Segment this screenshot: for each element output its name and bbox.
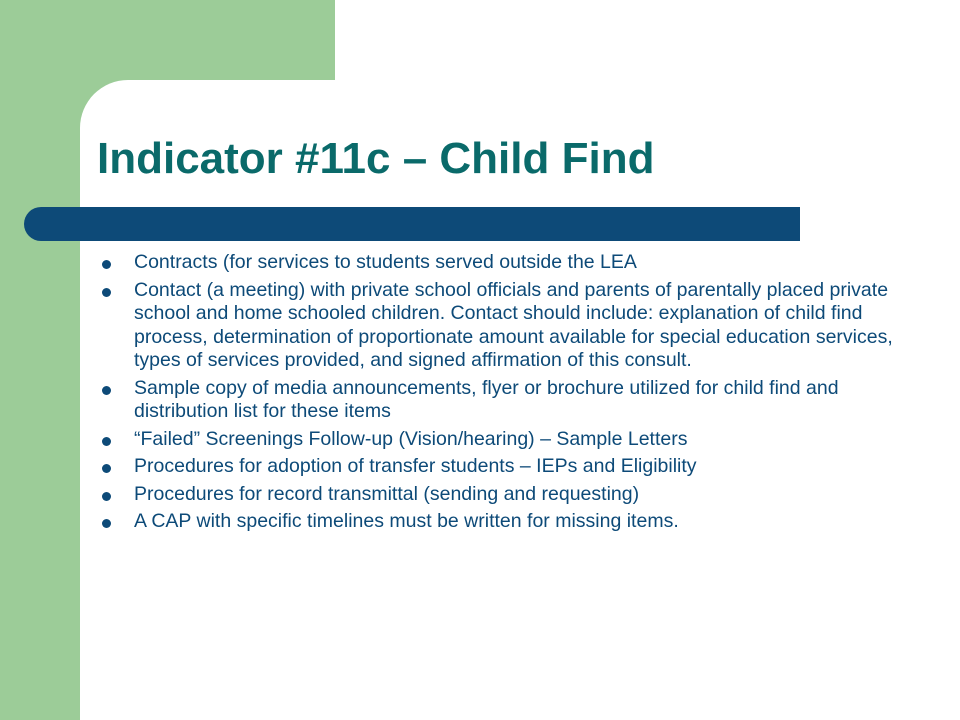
bullet-dot-icon (102, 464, 111, 473)
title-underline-bar (24, 207, 800, 241)
bullet-text: “Failed” Screenings Follow-up (Vision/hearing) – Sample Letters (134, 427, 688, 450)
bullet-item (98, 428, 898, 452)
bullet-dot-icon (102, 437, 111, 446)
bullet-dot-icon (102, 386, 111, 395)
bullet-item (98, 251, 898, 275)
bullet-text: Procedures for record transmittal (sending and requesting) (134, 482, 640, 505)
slide-title: Indicator #11c – Child Find (97, 134, 655, 183)
bullet-item (98, 483, 898, 507)
bullet-item (98, 377, 898, 424)
bullet-text: Contact (a meeting) with private school officials and parents of parentally placed private school and home schooled children. Contact should include: explanation of child find process, determination of proportionate amount available for special education services, types of services provided, and signed affirmation of this consult. (134, 278, 893, 371)
bullet-text: Sample copy of media announcements, flyer or brochure utilized for child find and distribution list for these items (134, 376, 839, 422)
bullet-item (98, 279, 898, 373)
bullet-text: A CAP with specific timelines must be written for missing items. (134, 510, 679, 532)
bullet-text: Contracts (for services to students served outside the LEA (134, 251, 637, 273)
bullet-dot-icon (102, 260, 111, 269)
bullet-text: Procedures for adoption of transfer students – IEPs and Eligibility (134, 455, 697, 477)
bullet-item (98, 455, 898, 479)
bullet-item (98, 510, 898, 534)
bullet-list (98, 251, 898, 538)
bullet-dot-icon (102, 492, 111, 501)
bullet-dot-icon (102, 288, 111, 297)
bullet-dot-icon (102, 519, 111, 528)
